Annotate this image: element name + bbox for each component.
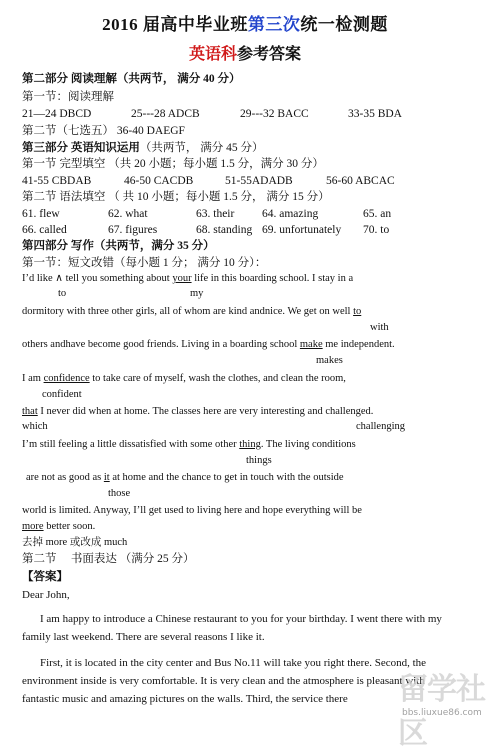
part4-sec2-heading: 第二节 书面表达 （满分 25 分） (22, 553, 195, 565)
watermark-logo-text: 留学社区 (398, 672, 485, 751)
essay-p1-line1: I am happy to introduce a Chinese restaurant to you for your birthday. I went there with my (40, 613, 442, 625)
grammar-answer-68: 68. standing (196, 224, 253, 236)
error-word: that (22, 406, 38, 417)
part3-heading-bold: 第三部分 英语知识运用 (22, 142, 140, 154)
error-word: confidence (43, 373, 90, 384)
answer-29-32: 29---32 BACC (240, 108, 309, 120)
correction-line-4: I am confidence to take care of myself, wash the clothes, and clean the room, (22, 373, 346, 384)
correction-line-6: I’m still feeling a little dissatisfied with some other thing. The living conditions (22, 439, 356, 450)
correction-fix: with (370, 322, 389, 333)
correction-fix: my (190, 288, 204, 299)
part2-sec1-heading: 第一节：阅读理解 (22, 91, 114, 103)
correction-line-9: more better soon. (22, 521, 96, 532)
answer-33-35: 33-35 BDA (348, 108, 402, 120)
correction-line-7: are not as good as it at home and the chance to get in touch with the outside (26, 472, 344, 483)
exam-subtitle (0, 41, 490, 64)
grammar-answer-69: 69. unfortunately (262, 224, 342, 236)
essay-p1-line2: family last weekend. There are several reasons I like it. (22, 631, 265, 643)
error-word: your (172, 273, 192, 284)
part4-heading: 第四部分 写作（共两节，满分 35 分） (22, 240, 215, 252)
insertion-caret-icon: ∧ (55, 273, 63, 284)
cloze-answer-3: 51-55ADADB (225, 175, 293, 187)
title-highlight: 第三次 (247, 15, 301, 34)
grammar-answer-64: 64. amazing (262, 208, 319, 220)
cloze-answer-4: 56-60 ABCAC (326, 175, 395, 187)
title-suffix: 统一检测题 (300, 15, 388, 34)
essay-greeting: Dear John, (22, 589, 70, 601)
correction-fix: things (246, 455, 272, 466)
watermark-url: bbs.liuxue86.com (402, 708, 482, 718)
correction-line-2: dormitory with three other girls, all of whom are kind andnice. We get on well to (22, 306, 362, 317)
correction-fix: makes (316, 355, 343, 366)
correction-fix: which (22, 421, 48, 432)
error-word: to (353, 306, 362, 317)
grammar-answer-70: 70. to (363, 224, 390, 236)
correction-line-1: I’d like ∧ tell you something about your life in this boarding school. I stay in a (22, 273, 354, 284)
correction-line-3: others andhave become good friends. Living in a boarding school make me independent. (22, 339, 395, 350)
title-prefix: 2016 届高中毕业班 (102, 15, 248, 34)
part4-sec1-heading: 第一节：短文改错（每小题 1 分； 满分 10 分）： (22, 257, 267, 269)
subtitle-highlight: 英语科 (188, 46, 237, 63)
part3-heading-rest: （共两节， 满分 45 分） (139, 142, 264, 154)
error-word: thing (239, 439, 261, 450)
cloze-answer-1: 41-55 CBDAB (22, 175, 92, 187)
grammar-answer-61: 61. flew (22, 208, 60, 220)
part3-sec2-heading: 第二节 语法填空 （ 共 10 小题；每小题 1.5 分， 满分 15 分） (22, 191, 330, 203)
error-word: it (103, 472, 110, 483)
error-word: make (299, 339, 323, 350)
subtitle-suffix: 参考答案 (237, 46, 302, 63)
essay-p2-line3: fantastic music and amazing pictures on the walls. Third, the service there (22, 693, 348, 705)
exam-title (0, 10, 490, 35)
error-word: more (22, 521, 44, 532)
cloze-answer-2: 46-50 CACDB (124, 175, 194, 187)
essay-p2-line2: environment inside is very comfortable. It is very clean and the atmosphere is pleasant with (22, 675, 425, 687)
correction-line-8: world is limited. Anyway, I’ll get used to living here and hope everything will be (22, 505, 362, 516)
answer-label: 【答案】 (22, 571, 68, 583)
correction-fix: challenging (356, 421, 405, 432)
grammar-answer-67: 67. figures (108, 224, 158, 236)
watermark (380, 664, 488, 751)
grammar-answer-63: 63. their (196, 208, 235, 220)
correction-fix: to (58, 288, 67, 299)
part3-sec1-heading: 第一节 完型填空 （共 20 小题；每小题 1.5 分，满分 30 分） (22, 158, 324, 170)
grammar-answer-65: 65. an (363, 208, 392, 220)
essay-p2-line1: First, it is located in the city center and Bus No.11 will take you right there. Second, the (40, 657, 427, 669)
grammar-answer-66: 66. called (22, 224, 67, 236)
part3-heading (22, 141, 264, 155)
correction-fix: those (108, 488, 131, 499)
answer-21-24: 21—24 DBCD (22, 108, 92, 120)
part2-heading: 第二部分 阅读理解（共两节， 满分 40 分） (22, 73, 241, 85)
part2-sec2-line: 第二节（七选五） 36-40 DAEGF (22, 125, 185, 137)
grammar-answer-62: 62. what (108, 208, 148, 220)
correction-note: 去掉 more 或改成 much (22, 537, 128, 548)
answer-25-28: 25---28 ADCB (131, 108, 200, 120)
correction-fix: confident (42, 389, 82, 400)
correction-line-5: that I never did when at home. The classes here are very interesting and challenged. (22, 406, 374, 417)
